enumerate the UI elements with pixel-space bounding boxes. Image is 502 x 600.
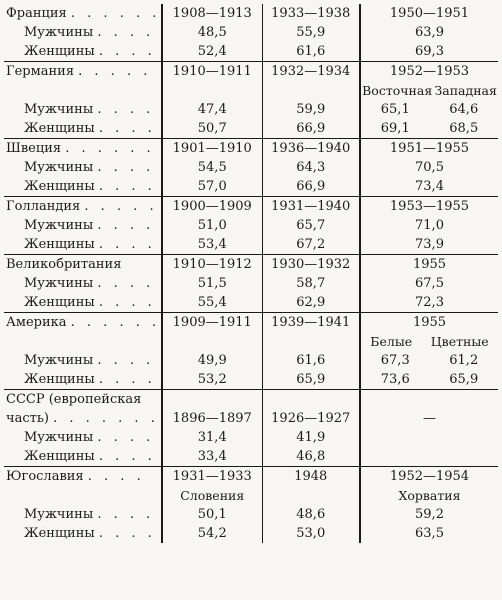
value-cell: 51,0 [162,216,262,235]
period-cell: 1926—1927 [262,409,360,428]
country-header-row [4,390,498,410]
value-cell: 53,0 [262,524,360,543]
sex-label: Мужчины [24,353,94,368]
sex-label: Женщины [24,372,95,387]
country-header-row: Германия . . . . . 1910—1911 1932—1934 1952—1953 [4,62,498,82]
value-cell: 53,2 [162,370,262,390]
men-row: Мужчины . . . . 51,0 65,7 71,0 [4,216,498,235]
period-cell: 1952—1954 [360,467,498,487]
women-row: Женщины . . . . 53,4 67,2 73,9 [4,235,498,255]
country-name: Франция [6,6,67,21]
value-cell: 67,2 [262,235,360,255]
value-cell: 61,6 [262,351,360,370]
period-cell: 1896—1897 [162,409,262,428]
sex-label: Мужчины [24,507,94,522]
sex-label: Мужчины [24,102,94,117]
sex-label: Женщины [24,449,95,464]
value-cell: 65,1 [380,102,410,117]
sex-label: Мужчины [24,218,94,233]
sex-label: Мужчины [24,430,94,445]
value-cell: 55,4 [162,293,262,313]
sex-label: Мужчины [24,276,94,291]
period-cell: 1931—1933 [162,467,262,487]
country-header-row: Югославия . . . . 1931—1933 1948 1952—1954 [4,467,498,487]
period-cell: 1908—1913 [162,4,262,23]
sex-label: Мужчины [24,25,94,40]
men-row: Мужчины . . . . 54,5 64,3 70,5 [4,158,498,177]
period-cell: 1936—1940 [262,139,360,159]
value-cell: 59,9 [262,100,360,119]
split-label-west: Западная [434,83,497,98]
period-cell: 1909—1911 [162,313,262,333]
value-cell: 49,9 [162,351,262,370]
value-cell: 33,4 [162,447,262,467]
value-cell: 73,9 [360,235,498,255]
value-cell: 72,3 [360,293,498,313]
men-row: Мужчины . . . . 50,1 48,6 59,2 [4,505,498,524]
value-cell: 63,5 [360,524,498,543]
period-cell: 1931—1940 [262,197,360,217]
period-cell: 1910—1911 [162,62,262,82]
value-cell: 61,2 [449,353,479,368]
value-cell: 47,4 [162,100,262,119]
period-cell: 1933—1938 [262,4,360,23]
country-name: Югославия [6,469,84,484]
value-cell: 31,4 [162,428,262,447]
period-cell: 1900—1909 [162,197,262,217]
men-row: Мужчины . . . . 48,5 55,9 63,9 [4,23,498,42]
value-cell: 71,0 [360,216,498,235]
sex-label: Женщины [24,237,95,252]
period-cell: 1952—1953 [360,62,498,82]
value-cell: 67,3 [380,353,410,368]
value-cell: 48,5 [162,23,262,42]
value-cell: 54,2 [162,524,262,543]
women-row: Женщины . . . . 53,2 65,9 73,6 65,9 [4,370,498,390]
period-cell: 1948 [262,467,360,487]
women-row: Женщины . . . . 52,4 61,6 69,3 [4,42,498,62]
men-row: Мужчины . . . . 47,4 59,9 65,1 64,6 [4,100,498,119]
split-label-colored: Цветные [430,334,489,349]
sex-label: Женщины [24,526,95,541]
country-name: Швеция [6,141,62,156]
sex-label: Мужчины [24,160,94,175]
value-cell: 65,7 [262,216,360,235]
value-cell: 41,9 [262,428,360,447]
value-cell: 53,4 [162,235,262,255]
country-header-row: Франция . . . . . . 1908—1913 1933—1938 1950—1951 [4,4,498,23]
subheader-row [4,486,498,505]
country-name: Германия [6,64,75,79]
value-cell: 52,4 [162,42,262,62]
country-name: Голландия [6,199,81,214]
value-cell: 61,6 [262,42,360,62]
period-cell: 1910—1912 [162,255,262,275]
period-cell: 1950—1951 [360,4,498,23]
country-header-row-continued: часть) . . . . . . . 1896—1897 1926—1927 — [4,409,498,428]
value-cell: 68,5 [449,121,479,136]
value-cell: 73,4 [360,177,498,197]
region-label-slovenia: Словения [162,486,262,505]
country-header-row: Швеция . . . . . . 1901—1910 1936—1940 1951—1955 [4,139,498,159]
country-header-row: Голландия . . . . . 1900—1909 1931—1940 1953—1955 [4,197,498,217]
men-row: Мужчины . . . . 51,5 58,7 67,5 [4,274,498,293]
period-cell: 1939—1941 [262,313,360,333]
period-cell: — [360,409,498,428]
value-cell: 57,0 [162,177,262,197]
country-header-row: Америка . . . . . . 1909—1911 1939—1941 1955 [4,313,498,333]
country-name: Америка [6,315,67,330]
period-cell: 1955 [360,255,498,275]
men-row: Мужчины . . . . 31,4 41,9 [4,428,498,447]
subheader-row [4,332,498,351]
value-cell: 64,3 [262,158,360,177]
value-cell: 69,1 [380,121,410,136]
value-cell: 69,3 [360,42,498,62]
sex-label: Женщины [24,295,95,310]
period-cell: 1901—1910 [162,139,262,159]
value-cell: 50,7 [162,119,262,139]
sex-label: Женщины [24,179,95,194]
split-label-white: Белые [370,334,413,349]
split-label-east: Восточная [362,83,433,98]
value-cell: 59,2 [360,505,498,524]
value-cell: 62,9 [262,293,360,313]
period-cell: 1955 [360,313,498,333]
women-row: Женщины . . . . 57,0 66,9 73,4 [4,177,498,197]
value-cell: 63,9 [360,23,498,42]
subheader-row [4,81,498,100]
value-cell: 64,6 [449,102,479,117]
women-row: Женщины . . . . 54,2 53,0 63,5 [4,524,498,543]
value-cell: 67,5 [360,274,498,293]
sex-label: Женщины [24,121,95,136]
country-name: Великобритания [6,257,122,272]
women-row: Женщины . . . . 50,7 66,9 69,1 68,5 [4,119,498,139]
women-row: Женщины . . . . 55,4 62,9 72,3 [4,293,498,313]
life-expectancy-table [4,4,498,543]
period-cell: 1932—1934 [262,62,360,82]
value-cell: 48,6 [262,505,360,524]
country-name-continued: часть) [6,411,49,426]
country-header-row [4,255,498,275]
period-cell: 1953—1955 [360,197,498,217]
value-cell: 70,5 [360,158,498,177]
value-cell: 66,9 [262,177,360,197]
value-cell: 50,1 [162,505,262,524]
value-cell: 65,9 [449,372,479,387]
value-cell: 65,9 [262,370,360,390]
value-cell: 73,6 [380,372,410,387]
country-name: СССР (европейская [6,392,142,407]
period-cell: 1951—1955 [360,139,498,159]
value-cell: 46,8 [262,447,360,467]
value-cell: 51,5 [162,274,262,293]
region-label-croatia: Хорватия [360,486,498,505]
value-cell: 54,5 [162,158,262,177]
women-row: Женщины . . . . 33,4 46,8 [4,447,498,467]
men-row: Мужчины . . . . 49,9 61,6 67,3 61,2 [4,351,498,370]
value-cell: 55,9 [262,23,360,42]
value-cell: 66,9 [262,119,360,139]
sex-label: Женщины [24,44,95,59]
value-cell: 58,7 [262,274,360,293]
period-cell: 1930—1932 [262,255,360,275]
